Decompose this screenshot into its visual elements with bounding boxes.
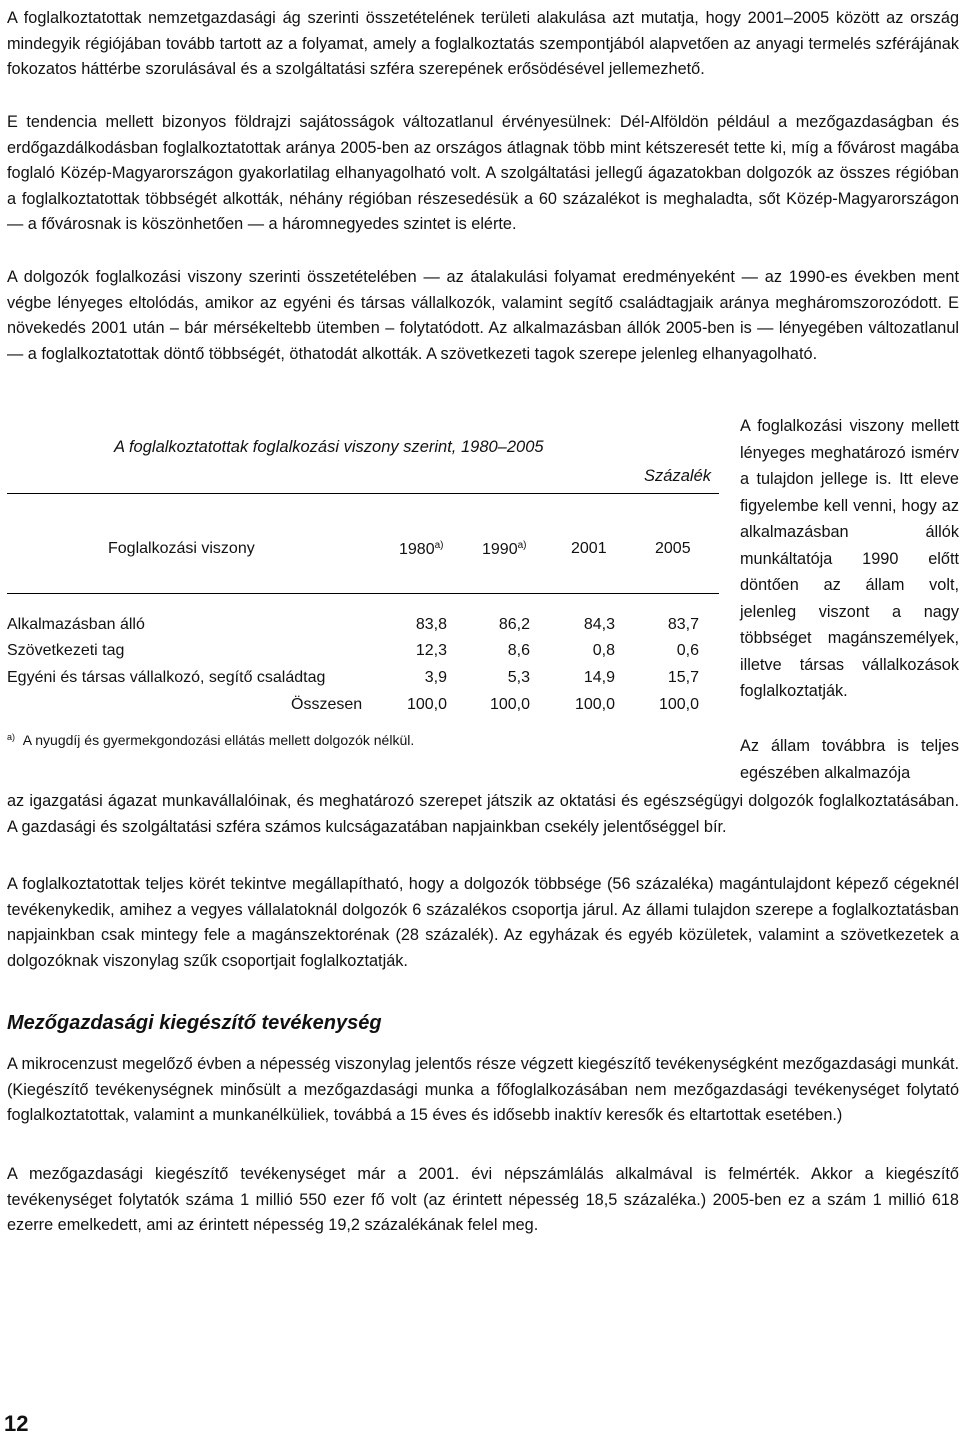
table-cell: 12,3 (415, 642, 447, 659)
table-total-label: Összesen (291, 696, 363, 713)
table-cell: 3,9 (424, 669, 447, 686)
table-title: A foglalkoztatottak foglalkozási viszony szerint, 1980–2005 (114, 438, 544, 456)
table-cell: 100,0 (406, 696, 447, 713)
table-header-label: Foglalkozási viszony (108, 540, 255, 557)
paragraph-6: A mikrocenzust megelőző évben a népesség viszonylag jelentős része végzett kiegészítő tevékenységként mezőgazdasági munkát. (Kiegészítő tevékenységnek minősült a mezőgazdasági munka a főfoglalkozásában nem mezőgazdasági tevékenységet folytató foglalkoztatottak, valamint a munkanélküliek, továbbá a 15 éves és idősebb inaktív keresők és eltartottak esetében.) (7, 1055, 959, 1124)
table-cell: 14,9 (583, 669, 615, 686)
section-heading: Mezőgazdasági kiegészítő tevékenység (7, 1012, 382, 1034)
table-cell: 5,3 (507, 669, 530, 686)
table-header-2005: 2005 (655, 540, 691, 557)
table-row-label: Szövetkezeti tag (7, 642, 125, 659)
table-cell: 100,0 (574, 696, 615, 713)
sidebar-paragraph-2: Az állam továbbra is teljes egészében alkalmazója (740, 737, 959, 782)
table-unit: Százalék (644, 467, 711, 485)
table-row-label: Egyéni és társas vállalkozó, segítő családtag (7, 669, 326, 686)
paragraph-1: A foglalkoztatottak nemzetgazdasági ág szerinti összetételének területi alakulása azt mutatja, hogy 2001–2005 között az ország mindegyik régiójában tovább tartott az a folyamat, amely a foglalkoztatás szempontjából alapvetően az anyagi termelés szférájának fokozatos háttérbe szorulásával és a szolgáltatási szféra szerepének erősödésével jellemezhető. (7, 9, 959, 78)
table-top-rule (7, 493, 719, 494)
table-cell: 86,2 (498, 616, 530, 633)
table-header-2001: 2001 (571, 540, 607, 557)
table-row-label: Alkalmazásban álló (7, 616, 145, 633)
table-footnote: $^{a)}$ A nyugdíj és gyermekgondozási ellátás mellett dolgozók nélkül. (7, 732, 415, 748)
paragraph-3: A dolgozók foglalkozási viszony szerinti összetételében — az átalakulási folyamat eredményeként — az 1990-es években ment végbe lényeges eltolódás, amikor az egyéni és társas vállalkozók, valamint segítő családtagjaik aránya megháromszorozódott. E növekedés 2001 után – bár mérsékeltebb ütemben – folytatódott. Az alkalmazásban állók 2005-ben is — lényegében változatlanul — a foglalkoztatottak döntő többségét, öthatodát alkották. A szövetkezeti tagok szerepe jelenleg elhanyagolható. (7, 268, 959, 363)
table-cell: 83,7 (667, 616, 699, 633)
table-header-rule (7, 593, 719, 594)
page-number: 12 (4, 1411, 29, 1436)
table-cell: 15,7 (667, 669, 699, 686)
paragraph-5: A foglalkoztatottak teljes körét tekintve megállapítható, hogy a dolgozók többsége (56 százaléka) magántulajdont képező cégeknél tevékenykedik, amihez a vegyes vállalatoknál dolgozók 6 százalékos csoportja járul. Az állami tulajdon szerepe a foglalkoztatásban napjainkban csak mintegy fele a magánszektorénak (28 százalék). Az egyházak és egyéb közületek, valamint a szövetkezetek a dolgozóknak viszonylag szűk csoportjait foglalkoztatják. (7, 875, 959, 970)
sidebar-paragraph: A foglalkozási viszony mellett lényeges meghatározó ismérv a tulajdon jellege is. Itt eleve figyelembe kell venni, hogy az alkalmazásban állók munkáltatója 1990 előtt döntően az állam volt, jelenleg viszont a nagy többséget magánszemélyek, illetve társas vállalkozások foglalkoztatják. (740, 417, 959, 700)
table-header-1980: 1980$^{a)}$ (399, 540, 444, 558)
table-cell: 8,6 (507, 642, 530, 659)
table-cell: 83,8 (415, 616, 447, 633)
table-cell: 0,6 (676, 642, 699, 659)
paragraph-7: A mezőgazdasági kiegészítő tevékenységet már a 2001. évi népszámlálás alkalmával is felmérték. Akkor a kiegészítő tevékenységet folytatók száma 1 millió 550 ezer fő volt (az érintett népesség 18,5 százaléka.) 2005-ben ez a szám 1 millió 618 ezerre emelkedett, ami az érintett népesség 19,2 százalékának felel meg. (7, 1165, 959, 1234)
paragraph-4: az igazgatási ágazat munkavállalóinak, és meghatározó szerepet játszik az oktatási és egészségügyi dolgozók foglalkoztatásában. A gazdasági és szolgáltatási szféra számos kulcságazatában napjainkban csekély jelentőséggel bír. (7, 792, 959, 836)
table-cell: 0,8 (592, 642, 615, 659)
paragraph-2: E tendencia mellett bizonyos földrajzi sajátosságok változatlanul érvényesülnek: Dél-Alföldön például a mezőgazdaságban és erdőgazdálkodásban foglalkoztatottak aránya 2005-ben az országos átlagnak több mint kétszeresét tette ki, míg a fővárost magába foglaló Közép-Magyarországon gyakorlatilag elhanyagolható volt. A szolgáltatási jellegű ágazatokban dolgozók az összes régióban a foglalkoztatottak többségét alkották, néhány régióban részesedésük a 60 százalékot is meghaladta, sőt Közép-Magyarországon — a fővárosnak is köszönhetően — a háromnegyedes szintet is elérte. (7, 113, 959, 233)
table-cell: 100,0 (489, 696, 530, 713)
table-header-1990: 1990$^{a)}$ (482, 540, 527, 558)
table-cell: 100,0 (658, 696, 699, 713)
table-cell: 84,3 (583, 616, 615, 633)
